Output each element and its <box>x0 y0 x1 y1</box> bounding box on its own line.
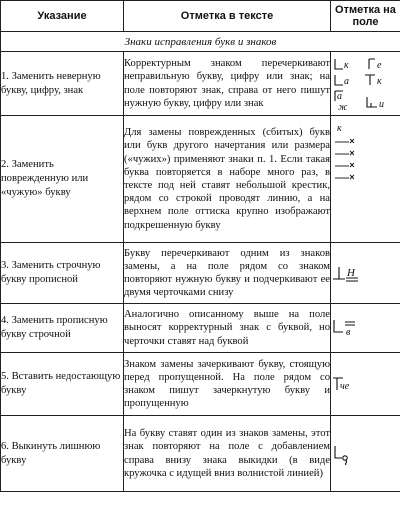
table-row <box>1 416 400 492</box>
mark-letter: а <box>344 75 349 87</box>
mark-letter: Н <box>347 267 355 279</box>
table-row <box>1 116 400 243</box>
row-label: 1. Заменить неверную букву, цифру, знак <box>1 52 124 116</box>
table-row <box>1 243 400 304</box>
margin-mark-insert <box>331 374 393 394</box>
mark-letter: к <box>344 59 349 71</box>
mark-letter: к <box>377 75 382 87</box>
margin-mark-uppercase <box>331 263 393 283</box>
header-margin-mark: Отметка на поле <box>331 1 400 32</box>
margin-marks-replace <box>331 55 393 113</box>
row-text: Корректурным знаком перечеркивают неправильную букву, цифру или знак; на поле повторяют знак, справа от него пишут нужную букву, цифру или знак <box>124 52 331 116</box>
header-instruction: Указание <box>1 1 124 32</box>
mark-letter: и <box>379 98 384 110</box>
margin-mark-cell <box>331 416 400 492</box>
margin-mark-cell <box>331 116 400 243</box>
margin-mark-cell <box>331 353 400 416</box>
row-text: Аналогично описанному выше на поле выносят корректурный знак с буквой, но черточки ставят над буквой <box>124 304 331 353</box>
margin-mark-cell <box>331 52 400 116</box>
section-title: Знаки исправления букв и знаков <box>1 32 400 52</box>
table-header-row <box>1 1 400 32</box>
mark-letter: в <box>346 327 351 338</box>
table-row <box>1 52 400 116</box>
margin-mark-cell <box>331 304 400 353</box>
row-text: Знаком замены зачеркивают букву, стоящую перед пропущенной. На поле рядом со знаком пишут зачеркнутую букву и пропущенную <box>124 353 331 416</box>
row-text: Для замены поврежденных (сбитых) букв или букв другого начертания или размера («чужих») применяют знаки п. 1. Если такая буква повторяется в наборе много раз, в тексте под ней ставят небольшой крестик, рядом со строкой проводят линию, а на верхнем поле оттиска крупно изображают подкрешенную букву <box>124 116 331 243</box>
mark-letter: к <box>337 123 342 134</box>
row-label: 5. Вставить недостающую букву <box>1 353 124 416</box>
table-row <box>1 353 400 416</box>
row-label: 4. Заменить прописную букву строчной <box>1 304 124 353</box>
mark-letter: ж <box>338 101 348 113</box>
mark-letter: а <box>337 90 342 102</box>
row-text: На букву ставят один из знаков замены, этот знак повторяют на поле с добавлением справа внизу знака выкидки (в виде кружочка с идущей вниз волнистой линией) <box>124 416 331 492</box>
mark-letter: е <box>377 59 382 71</box>
margin-mark-lowercase <box>331 317 393 339</box>
delete-mark-icon <box>331 443 393 465</box>
section-row <box>1 32 400 52</box>
margin-mark-cell <box>331 243 400 304</box>
mark-letter: че <box>340 381 350 392</box>
row-label: 3. Заменить строчную букву прописной <box>1 243 124 304</box>
row-text: Букву перечеркивают одним из знаков замены, а на поле рядом со знаком повторяют нужную букву и подчеркивают ее двумя черточками снизу <box>124 243 331 304</box>
row-label: 2. Заменить поврежденную или «чужую» букву <box>1 116 124 243</box>
row-label: 6. Выкинуть лишнюю букву <box>1 416 124 492</box>
table-row <box>1 304 400 353</box>
header-text-mark: Отметка в тексте <box>124 1 331 32</box>
margin-marks-repeat <box>331 122 393 182</box>
